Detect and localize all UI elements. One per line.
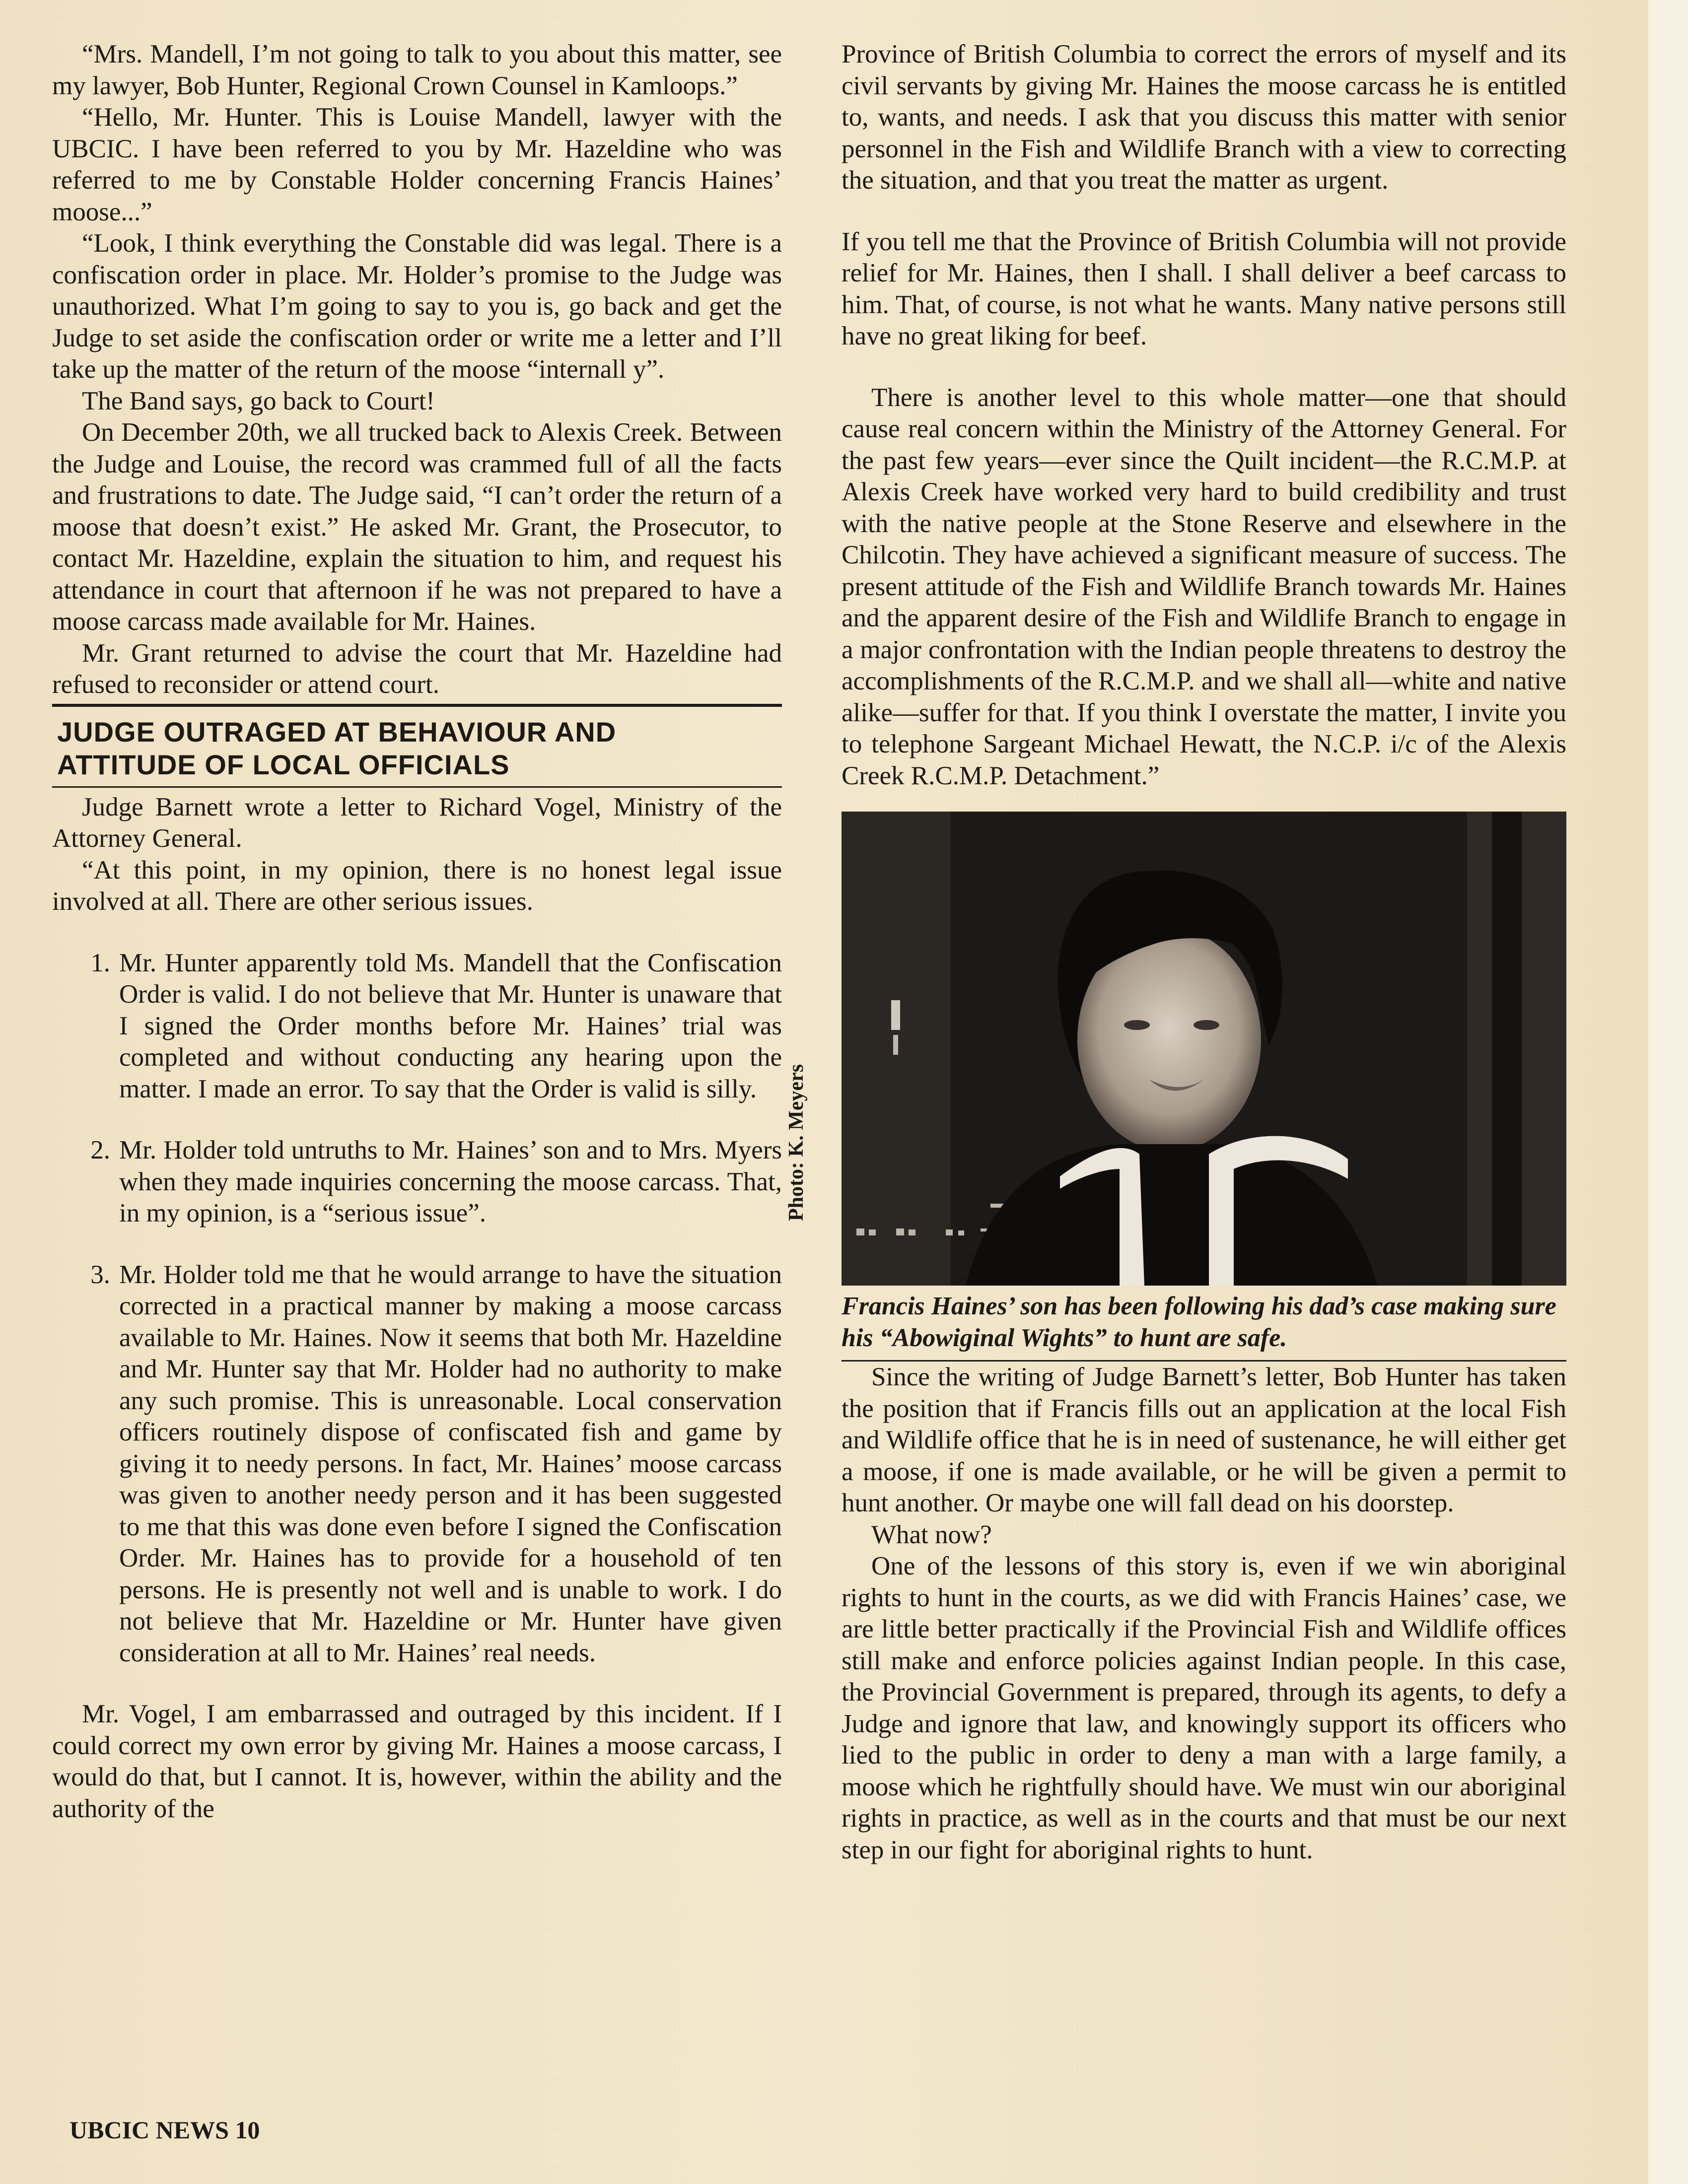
list-number: 2.	[90, 1136, 110, 1164]
photo-credit: Photo: K. Meyers	[785, 1064, 808, 1221]
list-number: 1.	[90, 948, 110, 977]
paragraph: Since the writing of Judge Barnett’s letter, Bob Hunter has taken the position that if Francis fills out an application at the local Fish and Wildlife office that he is in need of sustenance, he will either get a moose, if one is made available, or he will be given a permit to hunt another. Or maybe one will fall dead on his doorstep.	[842, 1363, 1566, 1517]
numbered-list	[52, 948, 782, 1669]
list-item	[79, 1259, 782, 1669]
paragraph: One of the lessons of this story is, even if we win aboriginal rights to hunt in the courts, as we did with Francis Haines’ case, we are little better practically if the Provincial Fish and Wildlife offices still make and enforce policies against Indian people. In this case, the Provincial Government is prepared, through its agents, to defy a Judge and ignore that law, and knowingly support its officers who lied to the public in order to deny a man with a large family, a moose which he rightfully should have. We must win our aboriginal rights in practice, as well as in the courts and that must be our next step in our fight for aboriginal rights to hunt.	[842, 1552, 1566, 1864]
paragraph: What now?	[871, 1520, 992, 1549]
list-item	[79, 1135, 782, 1229]
paragraph: The Band says, go back to Court!	[82, 386, 435, 415]
paragraph: If you tell me that the Province of British Columbia will not provide relief for Mr. Haines, then I shall. I shall deliver a beef carcass to him. That, of course, is not what he wants. Many native persons still have no great liking for beef.	[842, 227, 1566, 350]
headline-line: ATTITUDE OF LOCAL OFFICIALS	[57, 749, 510, 780]
paragraph: “Look, I think everything the Constable did was legal. There is a confiscation order in place. Mr. Holder’s promise to the Judge was unauthorized. What I’m going to say to you is, go back and get the Judge to set aside the confiscation order or write me a letter and I’ll take up the matter of the return of the moose “internall y”.	[52, 229, 782, 384]
paragraph: “At this point, in my opinion, there is no honest legal issue involved at all. There are other serious issues.	[52, 855, 782, 916]
spacer	[842, 197, 1566, 226]
list-text: Mr. Hunter apparently told Ms. Mandell that the Confiscation Order is valid. I do not believe that Mr. Hunter is unaware that I signed the Order months before Mr. Haines’ trial was completed and without conducting any hearing upon the matter. I made an error. To say that the Order is valid is silly.	[119, 948, 782, 1103]
list-item	[79, 948, 782, 1105]
spacer	[79, 1229, 782, 1259]
right-column	[842, 39, 1566, 1866]
photo-caption: Francis Haines’ son has been following his dad’s case making sure his “Abowiginal Wights” to hunt are safe.	[842, 1292, 1556, 1352]
scan-edge	[1648, 0, 1688, 2184]
paragraph: Mr. Grant returned to advise the court that Mr. Hazeldine had refused to reconsider or attend court.	[52, 638, 782, 699]
paragraph: There is another level to this whole matter—one that should cause real concern within the Ministry of the Attorney General. For the past few years—ever since the Quilt incident—the R.C.M.P. at Alexis Creek have worked very hard to build credibility and trust with the native people at the Stone Reserve and elsewhere in the Chilcotin. They have achieved a significant measure of success. The present attitude of the Fish and Wildlife Branch towards Mr. Haines and the apparent desire of the Fish and Wildlife Branch to engage in a major confrontation with the Indian people threatens to destroy the accomplishments of the R.C.M.P. and we shall all—white and native alike—suffer for that. If you think I overstate the matter, I invite you to telephone Sargeant Michael Hewatt, the N.C.P. i/c of the Alexis Creek R.C.M.P. Detachment.”	[842, 383, 1566, 790]
paragraph: Judge Barnett wrote a letter to Richard Vogel, Ministry of the Attorney General.	[52, 792, 782, 853]
photo	[842, 812, 1566, 1286]
headline-rule-bottom	[52, 786, 782, 788]
spacer	[52, 918, 782, 948]
child-photo-image	[842, 812, 1566, 1286]
spacer	[52, 1669, 782, 1699]
list-number: 3.	[90, 1260, 110, 1289]
page-footer: UBCIC NEWS 10	[70, 2116, 260, 2144]
paragraph: Province of British Columbia to correct the errors of myself and its civil servants by giving Mr. Haines the moose carcass he is entitled to, wants, and needs. I ask that you discuss this matter with senior personnel in the Fish and Wildlife Branch with a view to correcting the situation, and that you treat the matter as urgent.	[842, 40, 1566, 195]
paragraph: “Hello, Mr. Hunter. This is Louise Mandell, lawyer with the UBCIC. I have been referred to you by Mr. Hazeldine who was referred to me by Constable Holder concerning Francis Haines’ moose...”	[52, 103, 782, 226]
paragraph: Mr. Vogel, I am embarrassed and outraged by this incident. If I could correct my own error by giving Mr. Haines a moose carcass, I would do that, but I cannot. It is, however, within the ability and the authority of the	[52, 1700, 782, 1823]
left-column	[52, 39, 782, 1825]
section-headline	[52, 707, 782, 786]
list-text: Mr. Holder told untruths to Mr. Haines’ son and to Mrs. Myers when they made inquiries concerning the moose carcass. That, in my opinion, is a “serious issue”.	[119, 1136, 782, 1228]
paragraph: “Mrs. Mandell, I’m not going to talk to you about this matter, see my lawyer, Bob Hunter, Regional Crown Counsel in Kamloops.”	[52, 40, 782, 100]
headline-line: JUDGE OUTRAGED AT BEHAVIOUR AND	[57, 716, 617, 748]
spacer	[842, 792, 1566, 812]
paragraph: On December 20th, we all trucked back to Alexis Creek. Between the Judge and Louise, the record was crammed full of all the facts and frustrations to date. The Judge said, “I can’t order the return of a moose that doesn’t exist.” He asked Mr. Grant, the Prosecutor, to contact Mr. Hazeldine, explain the situation to him, and request his attendance in court that afternoon if he was not prepared to have a moose carcass made available for Mr. Haines.	[52, 418, 782, 636]
list-text: Mr. Holder told me that he would arrange to have the situation corrected in a practical manner by making a moose carcass available to Mr. Haines. Now it seems that both Mr. Hazeldine and Mr. Hunter say that Mr. Holder had no authority to make any such promise. This is unreasonable. Local conservation officers routinely dispose of confiscated fish and game by giving it to needy persons. In fact, Mr. Haines’ moose carcass was given to another needy person and it has been suggested to me that this was done even before I signed the Confiscation Order. Mr. Haines has to provide for a household of ten persons. He is presently not well and is unable to work. I do not believe that Mr. Hazeldine or Mr. Hunter have given consideration at all to Mr. Haines’ real needs.	[119, 1260, 782, 1667]
spacer	[79, 1105, 782, 1135]
spacer	[842, 352, 1566, 382]
